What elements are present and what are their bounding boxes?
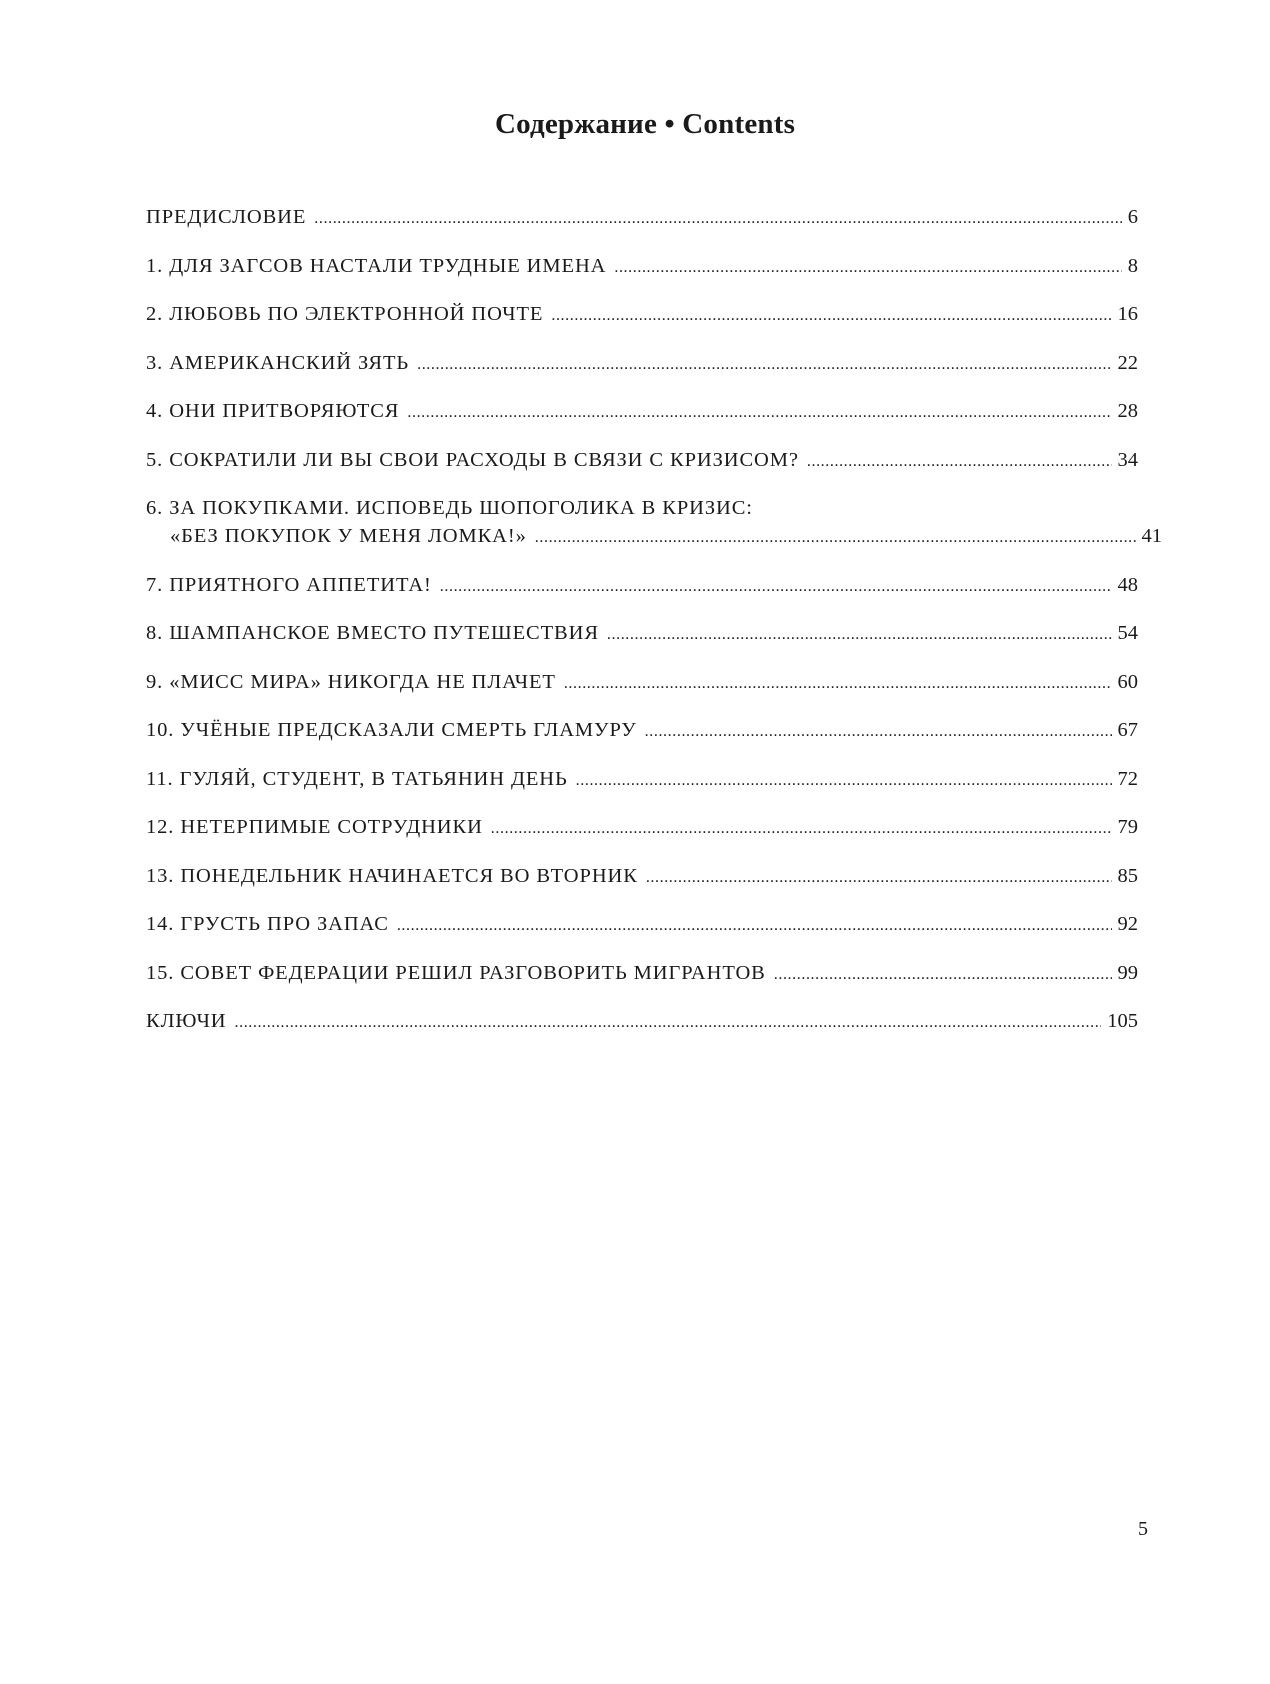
toc-entry-page: 22 <box>1117 351 1138 374</box>
toc-entry-title: 8. ШАМПАНСКОЕ ВМЕСТО ПУТЕШЕСТВИЯ <box>146 622 599 644</box>
toc-line <box>146 716 1138 746</box>
toc-line <box>146 765 1138 795</box>
toc-entry-title: 10. УЧЁНЫЕ ПРЕДСКАЗАЛИ СМЕРТЬ ГЛАМУРУ <box>146 719 637 741</box>
dot-leader <box>646 864 1112 892</box>
dot-leader <box>535 524 1136 552</box>
page-title: Содержание • Contents <box>494 108 796 140</box>
toc-entry-page: 41 <box>1141 525 1162 547</box>
toc-entry-page: 48 <box>1117 573 1138 596</box>
toc-entry-title: «БЕЗ ПОКУПОК У МЕНЯ ЛОМКА!» <box>170 525 527 547</box>
toc-entry-page: 6 <box>1127 206 1138 228</box>
page-number: 5 <box>1138 1518 1148 1540</box>
dot-leader <box>314 205 1121 233</box>
toc-entry-page: 79 <box>1117 816 1138 838</box>
toc-line <box>146 349 1138 379</box>
toc-entry-chapter-13[interactable] <box>146 862 1138 892</box>
toc-entry-page: 105 <box>1107 1010 1138 1032</box>
toc-entry-chapter-6[interactable] <box>146 494 1162 552</box>
dot-leader <box>774 961 1112 989</box>
toc-entry-title: 14. ГРУСТЬ ПРО ЗАПАС <box>146 913 389 935</box>
dot-leader <box>645 718 1112 746</box>
dot-leader <box>491 815 1112 843</box>
toc-entry-title: 11. ГУЛЯЙ, СТУДЕНТ, В ТАТЬЯНИН ДЕНЬ <box>146 767 568 790</box>
toc-entry-chapter-4[interactable] <box>146 397 1138 427</box>
toc-line <box>146 522 1162 552</box>
dot-leader <box>235 1009 1102 1037</box>
toc-line <box>146 1007 1138 1037</box>
toc-entry-title: 5. СОКРАТИЛИ ЛИ ВЫ СВОИ РАСХОДЫ В СВЯЗИ С КРИЗИСОМ? <box>146 448 799 471</box>
dot-leader <box>576 767 1112 795</box>
toc-line <box>146 959 1138 989</box>
toc-entry-page: 8 <box>1127 254 1138 277</box>
toc-entry-page: 72 <box>1117 767 1138 790</box>
toc-line <box>146 203 1138 233</box>
dot-leader <box>407 399 1111 427</box>
toc-entry-page: 92 <box>1117 913 1138 935</box>
toc-entry-chapter-10[interactable] <box>146 716 1138 746</box>
toc-entry-page: 28 <box>1117 400 1138 422</box>
toc-line <box>146 571 1138 601</box>
dot-leader <box>551 302 1111 330</box>
toc-entry-chapter-15[interactable] <box>146 959 1138 989</box>
toc-entry-chapter-9[interactable] <box>146 668 1138 698</box>
toc-entry-page: 16 <box>1117 303 1138 325</box>
toc-entry-title: 12. НЕТЕРПИМЫЕ СОТРУДНИКИ <box>146 816 483 838</box>
toc-entry-title: 2. ЛЮБОВЬ ПО ЭЛЕКТРОННОЙ ПОЧТЕ <box>146 303 544 325</box>
toc-entry-title: 13. ПОНЕДЕЛЬНИК НАЧИНАЕТСЯ ВО ВТОРНИК <box>146 864 638 887</box>
toc-entry-chapter-1[interactable] <box>146 252 1138 282</box>
toc-line <box>146 910 1138 940</box>
toc-line <box>146 446 1138 476</box>
toc-entry-title: ПРЕДИСЛОВИЕ <box>146 206 307 228</box>
dot-leader <box>564 670 1112 698</box>
toc-entry-page: 99 <box>1117 961 1138 984</box>
toc-entry-chapter-14[interactable] <box>146 910 1138 940</box>
toc-line <box>146 862 1138 892</box>
table-of-contents <box>146 203 1162 1056</box>
toc-entry-title: 9. «МИСС МИРА» НИКОГДА НЕ ПЛАЧЕТ <box>146 670 556 693</box>
dot-leader <box>607 621 1112 649</box>
toc-entry-title: КЛЮЧИ <box>146 1010 227 1032</box>
toc-line <box>146 252 1138 282</box>
toc-entry-title-first-line: 6. ЗА ПОКУПКАМИ. ИСПОВЕДЬ ШОПОГОЛИКА В КРИЗИС: <box>146 497 753 519</box>
toc-entry-chapter-8[interactable] <box>146 619 1138 649</box>
toc-entry-page: 34 <box>1117 448 1138 471</box>
dot-leader <box>807 448 1112 476</box>
toc-entry-page: 85 <box>1117 864 1138 887</box>
dot-leader <box>397 912 1112 940</box>
toc-line <box>146 813 1138 843</box>
dot-leader <box>440 573 1112 601</box>
toc-line <box>146 397 1138 427</box>
dot-leader <box>614 254 1121 282</box>
toc-entry-chapter-7[interactable] <box>146 571 1138 601</box>
toc-entry-keys[interactable] <box>146 1007 1138 1037</box>
toc-entry-chapter-5[interactable] <box>146 446 1138 476</box>
toc-entry-title: 15. СОВЕТ ФЕДЕРАЦИИ РЕШИЛ РАЗГОВОРИТЬ МИГРАНТОВ <box>146 961 766 984</box>
toc-entry-title: 7. ПРИЯТНОГО АППЕТИТА! <box>146 573 432 596</box>
toc-entry-chapter-11[interactable] <box>146 765 1138 795</box>
toc-entry-page: 54 <box>1117 622 1138 644</box>
toc-entry-preface[interactable] <box>146 203 1138 233</box>
toc-entry-title: 3. АМЕРИКАНСКИЙ ЗЯТЬ <box>146 351 410 374</box>
toc-entry-chapter-3[interactable] <box>146 349 1138 379</box>
dot-leader <box>417 351 1111 379</box>
toc-line <box>146 300 1138 330</box>
toc-line <box>146 668 1138 698</box>
toc-entry-page: 67 <box>1117 719 1138 741</box>
toc-entry-title: 1. ДЛЯ ЗАГСОВ НАСТАЛИ ТРУДНЫЕ ИМЕНА <box>146 254 607 277</box>
toc-entry-title: 4. ОНИ ПРИТВОРЯЮТСЯ <box>146 400 400 422</box>
toc-entry-page: 60 <box>1117 670 1138 693</box>
toc-entry-chapter-2[interactable] <box>146 300 1138 330</box>
toc-entry-chapter-12[interactable] <box>146 813 1138 843</box>
toc-line <box>146 619 1138 649</box>
